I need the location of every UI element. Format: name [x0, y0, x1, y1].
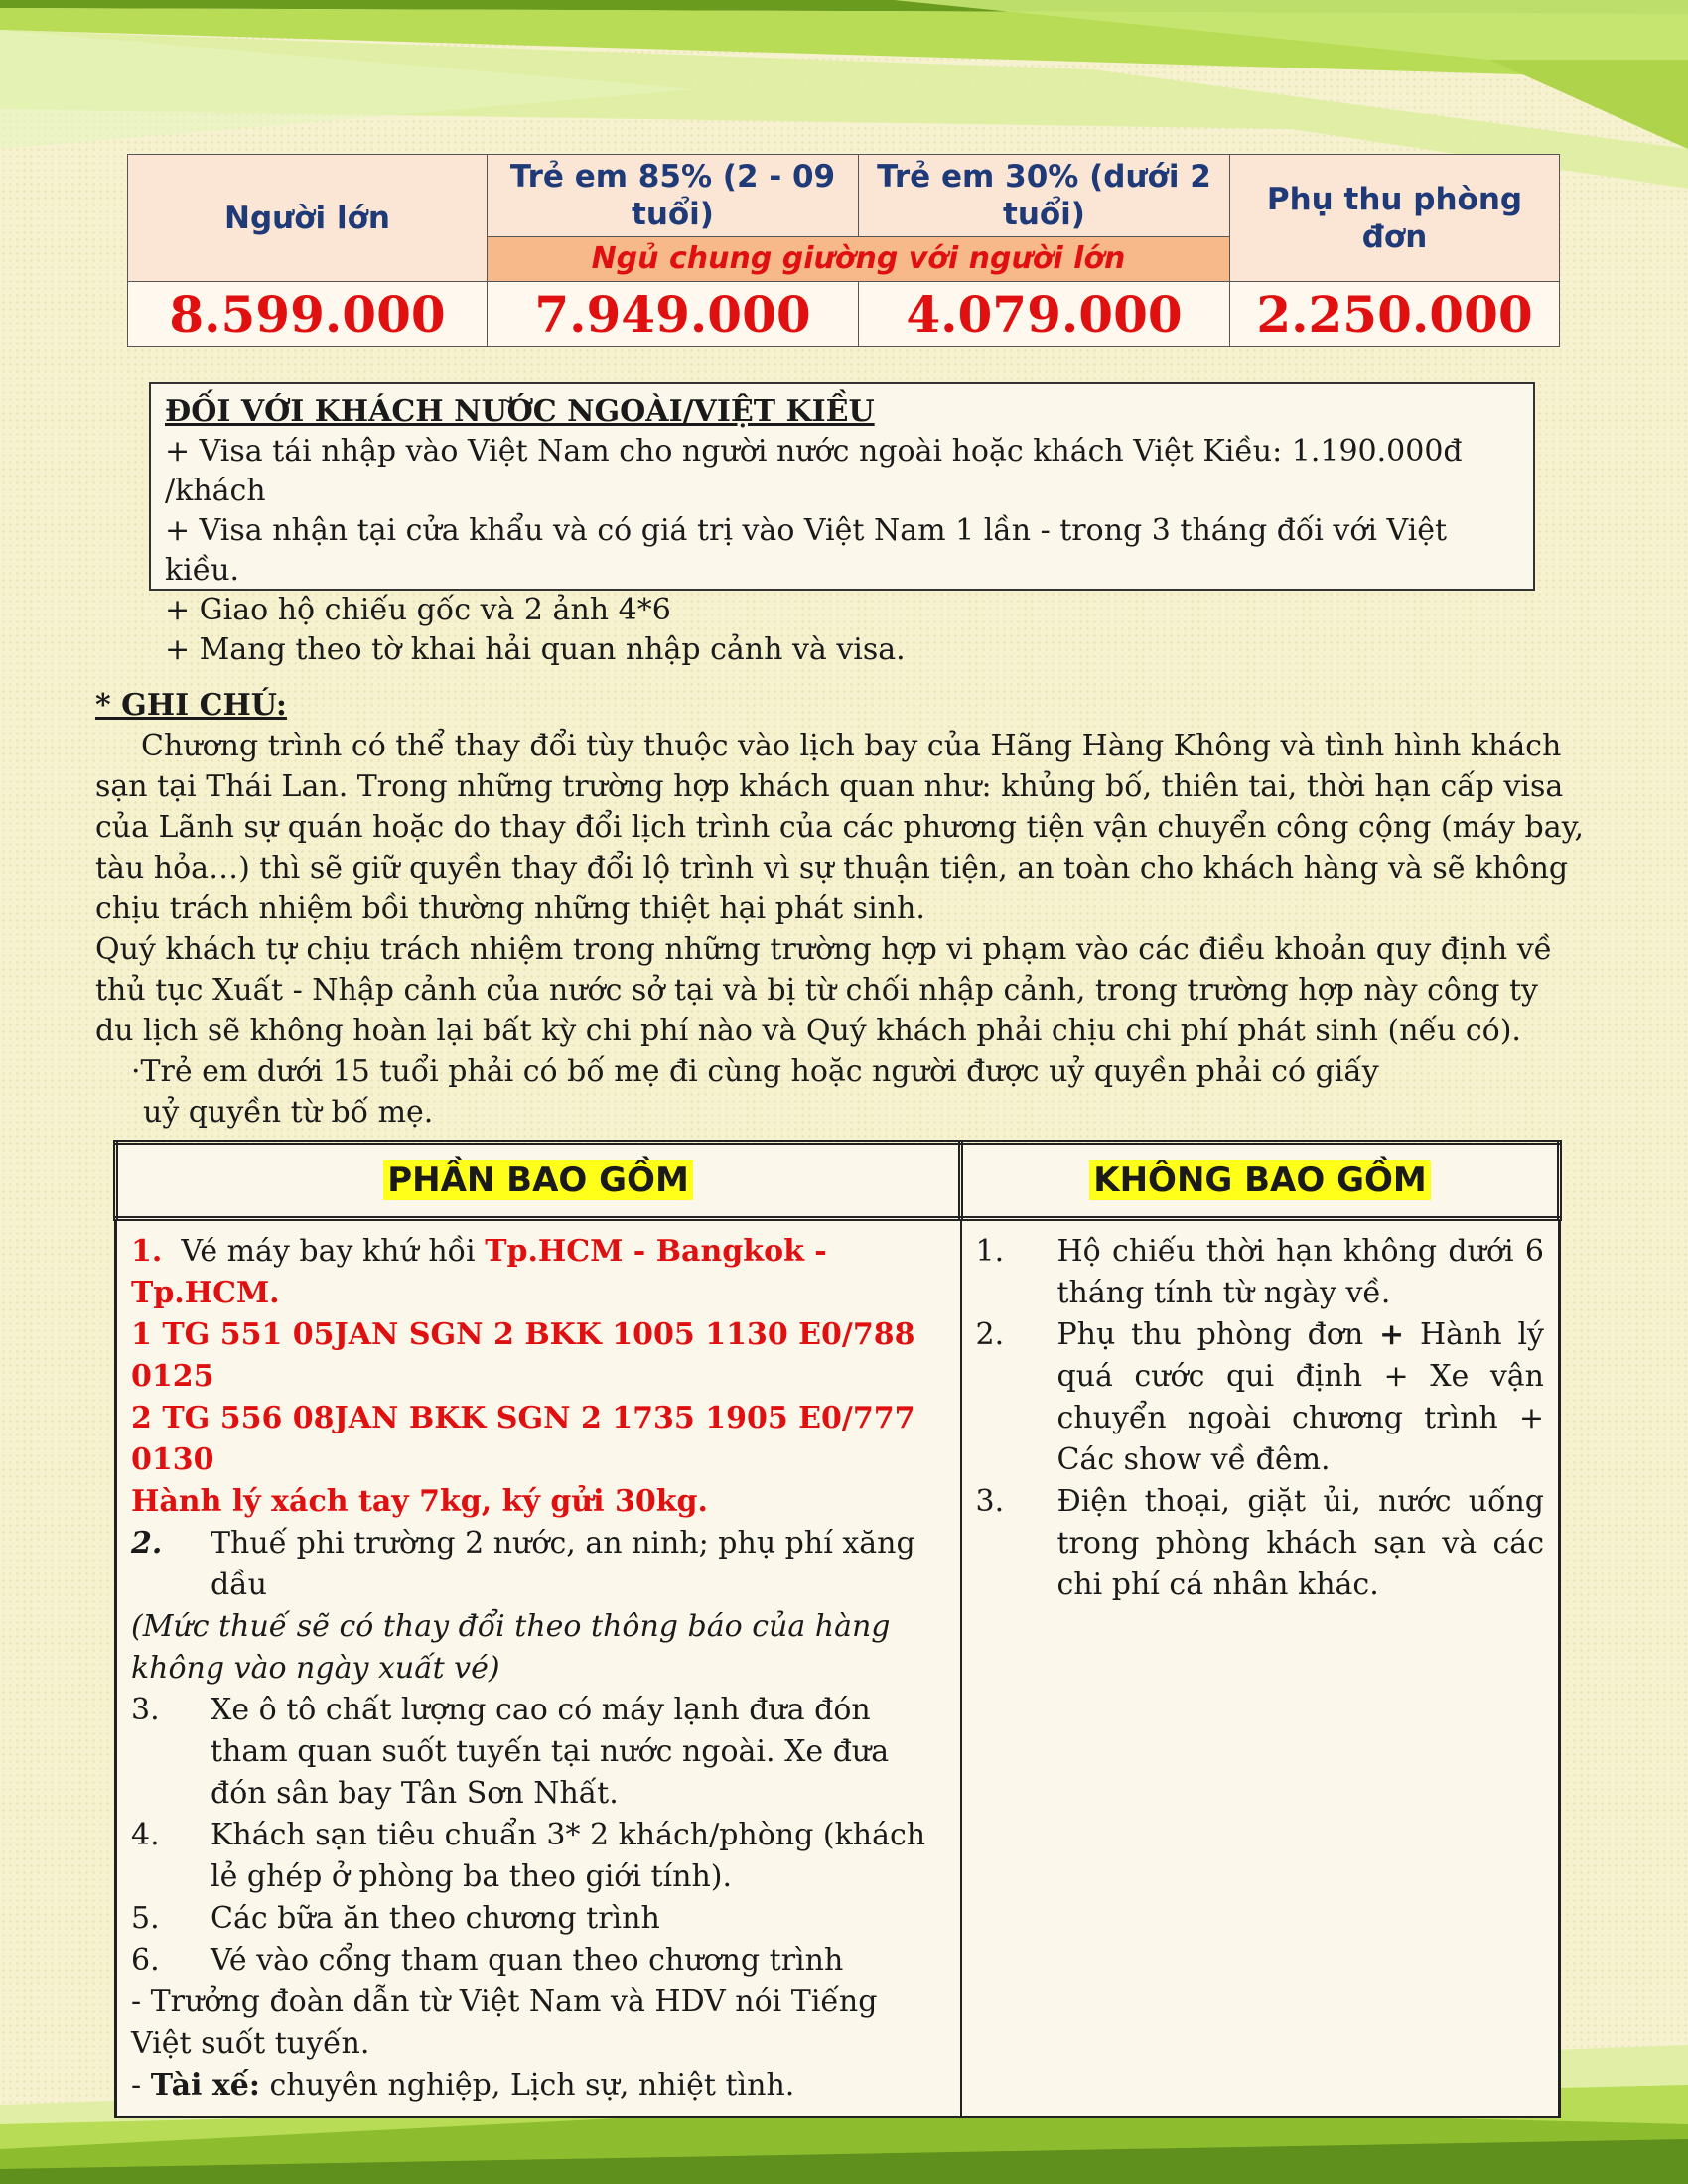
excluded-item: 2. Phụ thu phòng đơn + Hành lý quá cước qui định + Xe vận chuyển ngoài chương trình + Các show về đêm. — [975, 1317, 1545, 1477]
foreign-line: + Visa tái nhập vào Việt Nam cho người nước ngoài hoặc khách Việt Kiều: 1.190.000đ /khách — [165, 434, 1463, 508]
price-child-30: 4.079.000 — [859, 282, 1230, 347]
price-single-room: 2.250.000 — [1230, 282, 1560, 347]
notes-paragraph-1: Chương trình có thể thay đổi tùy thuộc vào lịch bay của Hãng Hàng Không và tình hình khách sạn tại Thái Lan. Trong những trường hợp khách quan như: khủng bố, thiên tai, thời hạn cấp visa của Lãnh sự quán hoặc do thay đổi lịch trình của các phương tiện vận chuyển công cộng (máy bay, tàu hỏa…) thì sẽ giữ quyền thay đổi lộ trình vì sự thuận tiện, an toàn cho khách hàng và sẽ không chịu trách nhiệm bồi thường những thiệt hại phát sinh. — [95, 729, 1585, 926]
list-item: 5. Các bữa ăn theo chương trình — [131, 1901, 660, 1936]
header-child-30: Trẻ em 30% (dưới 2 tuổi) — [859, 155, 1230, 237]
notes-title: * GHI CHÚ: — [95, 688, 287, 723]
notes-child-bullet: ·Trẻ em dưới 15 tuổi phải có bố mẹ đi cùng hoặc người được uỷ quyền phải có giấy — [131, 1054, 1379, 1089]
share-bed-note: Ngủ chung giường với người lớn — [488, 237, 1230, 282]
header-single-room: Phụ thu phòng đơn — [1230, 155, 1560, 282]
guide-item: - Trưởng đoàn dẫn từ Việt Nam và HDV nói Tiếng Việt suốt tuyến. — [131, 1984, 878, 2061]
list-item: 6. Vé vào cổng tham quan theo chương trình — [131, 1943, 844, 1978]
price-adult: 8.599.000 — [128, 282, 488, 347]
list-item: 3. Xe ô tô chất lượng cao có máy lạnh đưa đón tham quan suốt tuyến tại nước ngoài. Xe đưa đón sân bay Tân Sơn Nhất. — [131, 1693, 890, 1811]
price-table — [127, 154, 1560, 347]
foreign-line: + Giao hộ chiếu gốc và 2 ảnh 4*6 — [165, 593, 671, 627]
included-header: PHẦN BAO GỒM — [116, 1143, 961, 1219]
price-child-85: 7.949.000 — [488, 282, 859, 347]
excluded-header: KHÔNG BAO GỒM — [961, 1143, 1560, 1219]
flight-leg-1: 1 TG 551 05JAN SGN 2 BKK 1005 1130 E0/788 0125 — [131, 1317, 915, 1394]
header-adult: Người lớn — [128, 155, 488, 282]
included-list — [116, 1219, 961, 2118]
excluded-list — [961, 1219, 1560, 2118]
baggage-allowance: Hành lý xách tay 7kg, ký gửi 30kg. — [131, 1484, 708, 1519]
excluded-item: 3. Điện thoại, giặt ủi, nước uống trong phòng khách sạn và các chi phí cá nhân khác. — [975, 1484, 1544, 1602]
tax-note: (Mức thuế sẽ có thay đổi theo thông báo của hàng không vào ngày xuất vé) — [131, 1609, 891, 1686]
inclusions-table — [113, 1140, 1562, 2118]
driver-item: - Tài xế: chuyên nghiệp, Lịch sự, nhiệt tình. — [131, 2068, 795, 2103]
flight-leg-2: 2 TG 556 08JAN BKK SGN 2 1735 1905 E0/777 0130 — [131, 1401, 915, 1477]
foreign-title: ĐỐI VỚI KHÁCH NƯỚC NGOÀI/VIỆT KIỀU — [165, 394, 875, 429]
foreign-line: + Visa nhận tại cửa khẩu và có giá trị vào Việt Nam 1 lần - trong 3 tháng đối với Việt kiều. — [165, 513, 1448, 588]
tax-item: 2. Thuế phi trường 2 nước, an ninh; phụ phí xăng dầu — [131, 1526, 915, 1602]
excluded-item: 1. Hộ chiếu thời hạn không dưới 6 tháng tính từ ngày về. — [975, 1234, 1544, 1310]
notes-child-bullet-cont: uỷ quyền từ bố mẹ. — [143, 1095, 434, 1130]
foreign-visitors-box — [149, 382, 1535, 667]
flight-item: 1. Vé máy bay khứ hồi Tp.HCM - Bangkok - Tp.HCM. — [131, 1234, 827, 1310]
notes-paragraph-2: Quý khách tự chịu trách nhiệm trong những trường hợp vi phạm vào các điều khoản quy định về thủ tục Xuất - Nhập cảnh của nước sở tại và bị từ chối nhập cảnh, trong trường hợp này công ty du lịch sẽ không hoàn lại bất kỳ chi phí nào và Quý khách phải chịu chi phí phát sinh (nếu có). — [95, 932, 1553, 1048]
notes-section — [95, 685, 1585, 1133]
list-item: 4. Khách sạn tiêu chuẩn 3* 2 khách/phòng (khách lẻ ghép ở phòng ba theo giới tính). — [131, 1818, 926, 1894]
foreign-line: + Mang theo tờ khai hải quan nhập cảnh và visa. — [165, 632, 906, 667]
header-child-85: Trẻ em 85% (2 - 09 tuổi) — [488, 155, 859, 237]
